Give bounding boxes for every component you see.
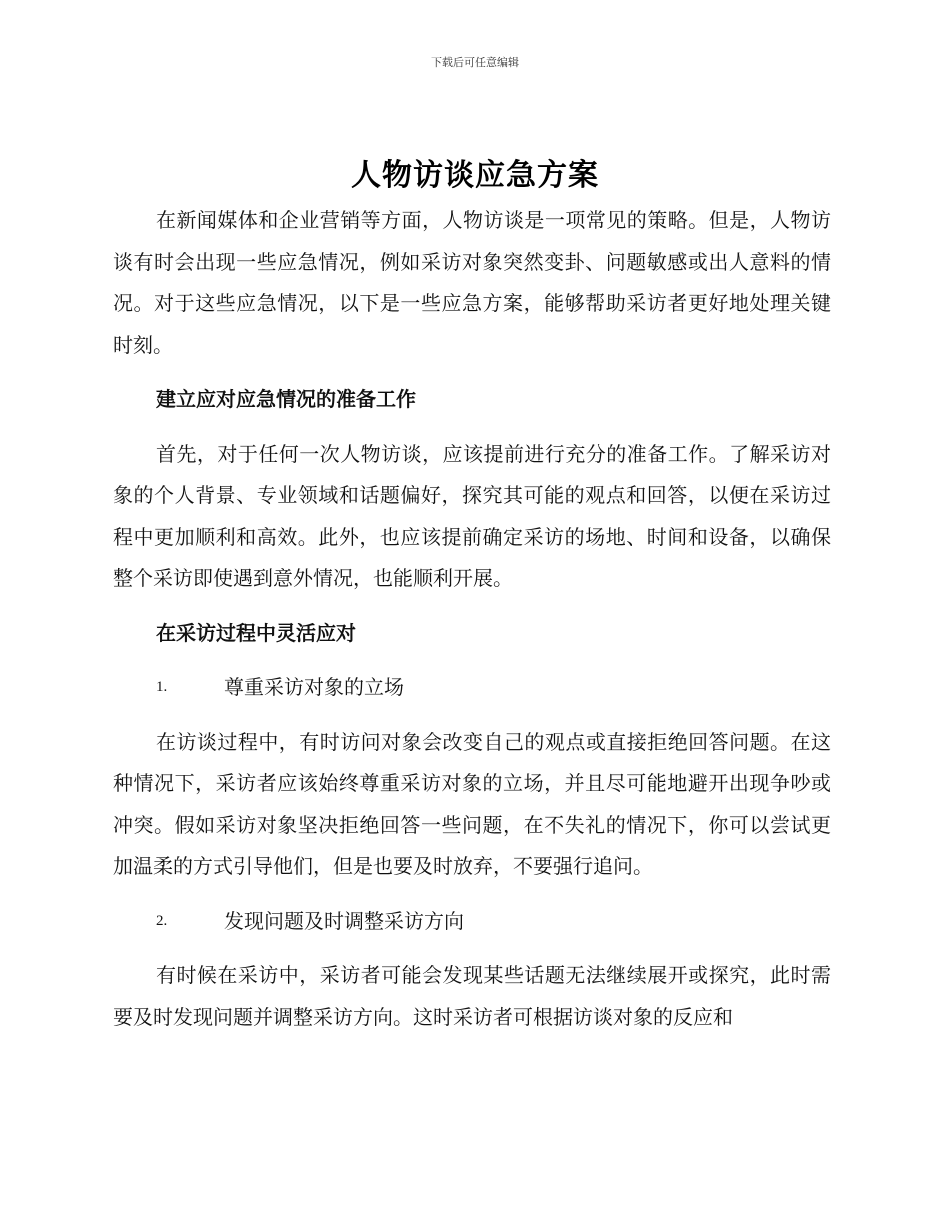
adjust-direction-paragraph: 有时候在采访中，采访者可能会发现某些话题无法继续展开或探究，此时需要及时发现问题并调整采访方向。这时采访者可根据访谈对象的反应和 (113, 963, 831, 1029)
section-heading-flexible-response: 在采访过程中灵活应对 (156, 620, 356, 645)
list-item-title: 尊重采访对象的立场 (224, 675, 404, 699)
intro-paragraph: 在新闻媒体和企业营销等方面，人物访谈是一项常见的策略。但是，人物访谈有时会出现一些应急情况，例如采访对象突然变卦、问题敏感或出人意料的情况。对于这些应急情况，以下是一些应急方案，能够帮助采访者更好地处理关键时刻。 (113, 208, 831, 357)
preparation-paragraph: 首先，对于任何一次人物访谈，应该提前进行充分的准备工作。了解采访对象的个人背景、专业领域和话题偏好，探究其可能的观点和回答，以便在采访过程中更加顺利和高效。此外，也应该提前确定采访的场地、时间和设备，以确保整个采访即使遇到意外情况，也能顺利开展。 (113, 441, 831, 590)
section-heading-preparation: 建立应对应急情况的准备工作 (156, 387, 416, 411)
document-title: 人物访谈应急方案 (351, 158, 599, 193)
list-item-1 (113, 667, 831, 709)
list-item-2 (113, 901, 831, 943)
document-body (113, 200, 831, 1038)
list-number: 1. (156, 679, 168, 695)
respect-paragraph: 在访谈过程中，有时访问对象会改变自己的观点或直接拒绝回答问题。在这种情况下，采访者应该始终尊重采访对象的立场，并且尽可能地避开出现争吵或冲突。假如采访对象坚决拒绝回答一些问题，在不失礼的情况下，你可以尝试更加温柔的方式引导他们，但是也要及时放弃，不要强行追问。 (113, 729, 831, 878)
list-item-title: 发现问题及时调整采访方向 (224, 908, 464, 933)
list-number: 2. (156, 912, 168, 929)
page-header: 下载后可任意编辑 (431, 56, 519, 69)
